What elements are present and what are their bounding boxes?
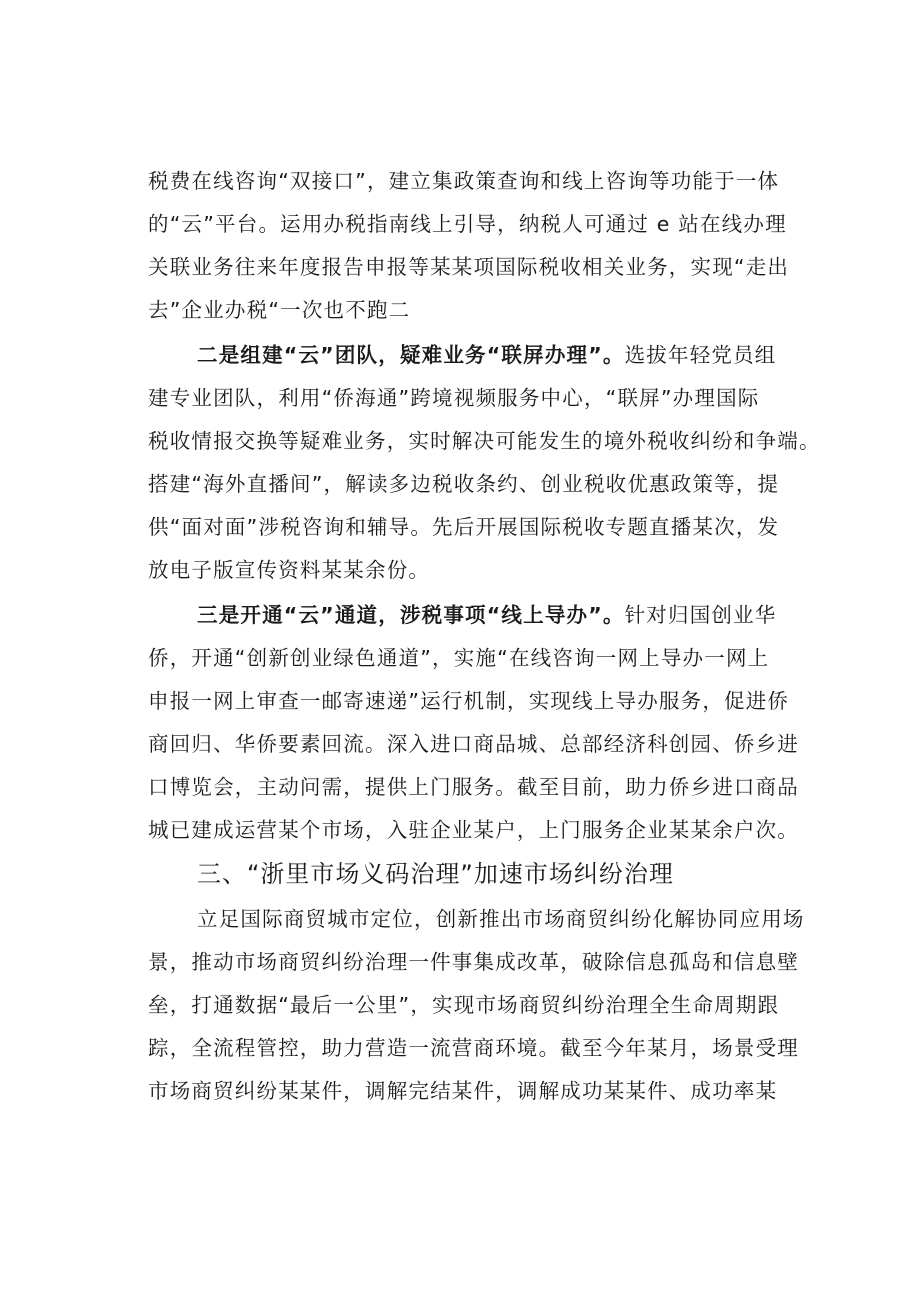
paragraph-3-lead: 三是开通“云”通道，涉税事项“线上导办”。 xyxy=(197,603,625,627)
paragraph-3-line-1 xyxy=(197,593,777,637)
paragraph-1-line-3: 关联业务往来年度报告申报等某某项国际税收相关业务，实现“走出 xyxy=(148,255,790,279)
paragraph-3-line-5: 口博览会，主动问需，提供上门服务。截至目前，助力侨乡进口商品 xyxy=(148,775,799,799)
paragraph-2-line-6: 放电子版宣传资料某某余份。 xyxy=(148,558,431,582)
paragraph-1-line-1: 税费在线咨询“双接口”，建立集政策查询和线上咨询等功能于一体 xyxy=(148,169,780,193)
paragraph-1-line-2: 的“云”平台。运用办税指南线上引导，纳税人可通过 e 站在线办理 xyxy=(148,212,787,236)
paragraph-2-lead: 二是组建“云”团队，疑难业务“联屏办理”。 xyxy=(197,343,625,367)
paragraph-3-line-6: 城已建成运营某个市场，入驻企业某户，上门服务企业某某余户次。 xyxy=(148,818,799,842)
paragraph-2-line-4: 搭建“海外直播间”，解读多边税收条约、创业税收优惠政策等，提 xyxy=(148,472,780,496)
paragraph-2-first-line-rest: 选拔年轻党员组 xyxy=(624,343,777,367)
paragraph-4-line-5: 市场商贸纠纷某某件，调解完结某件，调解成功某某件、成功率某 xyxy=(148,1079,778,1103)
paragraph-2-line-2: 建专业团队，利用“侨海通”跨境视频服务中心，“联屏”办理国际 xyxy=(148,386,760,410)
paragraph-3-line-4: 商回归、华侨要素回流。深入进口商品城、总部经济科创园、侨乡进 xyxy=(148,732,799,756)
paragraph-1-line-4: 去”企业办税“一次也不跑二 xyxy=(148,298,411,322)
paragraph-2-line-1 xyxy=(197,333,777,377)
paragraph-3-first-line-rest: 针对归国创业华 xyxy=(624,603,777,627)
paragraph-4-line-2: 景，推动市场商贸纠纷治理一件事集成改革，破除信息孤岛和信息壁 xyxy=(148,950,799,974)
paragraph-3-line-2: 侨，开通“创新创业绿色通道”，实施“在线咨询一网上导办一网上 xyxy=(148,646,770,670)
paragraph-2-line-3: 税收情报交换等疑难业务，实时解决可能发生的境外税收纠纷和争端。 xyxy=(148,429,821,453)
paragraph-3-line-3: 申报一网上审查一邮寄速递”运行机制，实现线上导办服务，促进侨 xyxy=(148,689,790,713)
paragraph-2-line-5: 供“面对面”涉税咨询和辅导。先后开展国际税收专题直播某次，发 xyxy=(148,515,780,539)
paragraph-4-line-1: 立足国际商贸城市定位，创新推出市场商贸纠纷化解协同应用场 xyxy=(197,907,805,931)
paragraph-4-line-4: 踪，全流程管控，助力营造一流营商环境。截至今年某月，场景受理 xyxy=(148,1036,799,1060)
section-heading: 三、“浙里市场义码治理”加速市场纠纷治理 xyxy=(197,860,674,888)
paragraph-4-line-3: 垒，打通数据“最后一公里”，实现市场商贸纠纷治理全生命周期跟 xyxy=(148,993,780,1017)
